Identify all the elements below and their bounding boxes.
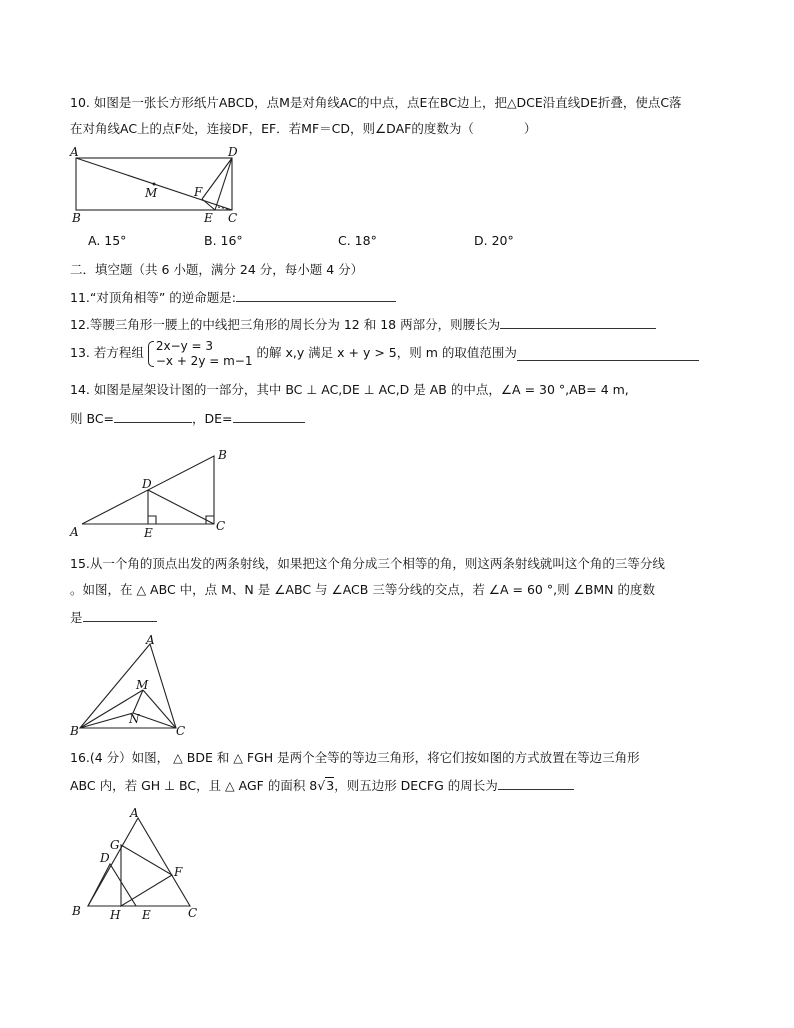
q10-label-d: D	[228, 145, 238, 159]
q15-label-n: N	[129, 712, 140, 726]
q16-post: ，则五边形 DECFG 的周长为	[334, 778, 498, 793]
q10-label-f: F	[194, 185, 203, 199]
q14-label-e: E	[144, 526, 153, 540]
q10-line2: 在对角线AC上的点F处，连接DF，EF．若MF＝CD，则∠DAF的度数为（ ）	[70, 121, 537, 136]
q14-label-a: A	[70, 525, 79, 539]
q12-text: 12.等腰三角形一腰上的中线把三角形的周长分为 12 和 18 两部分，则腰长为	[70, 317, 501, 332]
q15-label-a: A	[146, 633, 155, 647]
q16-sqrt: 3	[326, 778, 335, 793]
q10-option-d[interactable]: D. 20°	[474, 233, 514, 248]
q16-label-h: H	[110, 908, 121, 922]
q10-label-b: B	[72, 211, 81, 225]
q15-line2: 。如图，在 △ ABC 中，点 M、N 是 ∠ABC 与 ∠ACB 三等分线的交点，若 ∠A = 60 °,则 ∠BMN 的度数	[70, 582, 655, 597]
q13-eq2: −x + 2y = m−1	[155, 353, 253, 368]
q14-label-d: D	[142, 477, 152, 491]
q15-label-b: B	[70, 724, 79, 738]
q14-line1: 14. 如图是屋架设计图的一部分，其中 BC ⊥ AC,DE ⊥ AC,D 是 AB 的中点，∠A = 30 °,AB= 4 m,	[70, 382, 629, 397]
q10-label-c: C	[228, 211, 238, 225]
q16-line2: ABC 内，若 GH ⊥ BC，且 △ AGF 的面积 8√3，则五边形 DECFG 的周长为	[70, 775, 574, 795]
q11-text: 11.“对顶角相等” 的逆命题是:	[70, 290, 237, 305]
q13-eq1: 2x−y = 3	[155, 338, 214, 353]
q16-pre: ABC 内，若 GH ⊥ BC，且 △ AGF 的面积 8	[70, 778, 318, 793]
q10-label-a: A	[70, 145, 79, 159]
q14-label-b: B	[218, 448, 227, 462]
q16-label-a: A	[130, 806, 139, 820]
q15-line3-text: 是	[70, 610, 83, 625]
q14-label-c: C	[216, 519, 226, 533]
q16-label-e: E	[142, 908, 151, 922]
q16-label-d: D	[100, 851, 110, 865]
q10-line1: 10. 如图是一张长方形纸片ABCD，点M是对角线AC的中点，点E在BC边上，把△DCE沿直线DE折叠，使点C落	[70, 95, 682, 110]
q15-label-m: M	[136, 678, 149, 692]
q14-pre: 则 BC=	[70, 411, 115, 426]
q16-line1: 16.(4 分）如图， △ BDE 和 △ FGH 是两个全等的等边三角形，将它们按如图的方式放置在等边三角形	[70, 750, 640, 765]
q10-option-b[interactable]: B. 16°	[204, 233, 243, 248]
q10-label-m: M	[145, 186, 158, 200]
q14-mid: ，DE=	[192, 411, 233, 426]
q13-post: 的解 x,y 满足 x + y > 5，则 m 的取值范围为	[256, 345, 517, 360]
q16-label-c: C	[188, 906, 198, 920]
q15-label-c: C	[176, 724, 186, 738]
q16-label-b: B	[72, 904, 81, 918]
q13-pre: 13. 若方程组	[70, 345, 144, 360]
section-2-heading: 二．填空题（共 6 小题，满分 24 分，每小题 4 分）	[70, 262, 364, 277]
q16-label-g: G	[110, 838, 120, 852]
q16-label-f: F	[174, 865, 183, 879]
q10-option-a[interactable]: A. 15°	[88, 233, 127, 248]
q10-label-e: E	[204, 211, 213, 225]
q10-option-c[interactable]: C. 18°	[338, 233, 377, 248]
q15-line1: 15.从一个角的顶点出发的两条射线，如果把这个角分成三个相等的角，则这两条射线就叫这个角的三等分线	[70, 556, 665, 571]
